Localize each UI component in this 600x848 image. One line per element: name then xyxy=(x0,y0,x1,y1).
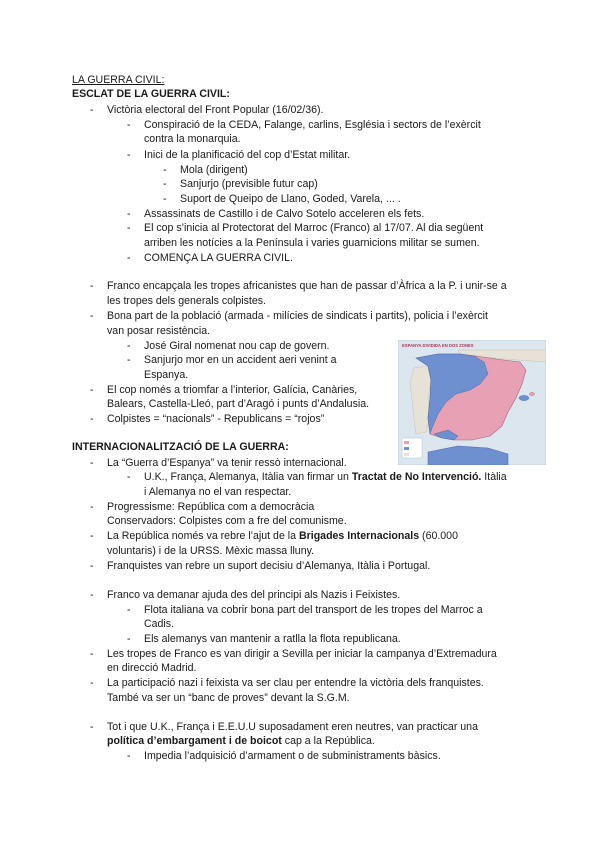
list-item: El cop s’inicia al Protectorat del Marroc (Franco) al 17/07. Al dia següent xyxy=(144,222,484,234)
list-item: Tot i que U.K., França i E.E.U.U suposadament eren neutres, van practicar una xyxy=(107,721,478,733)
list-item: - xyxy=(90,721,94,733)
list-item: Progressisme: República com a democràcia xyxy=(107,501,315,513)
list-item: També va ser un “banc de proves” devant la S.G.M. xyxy=(107,692,350,704)
list-item: Inici de la planificació del cop d’Estat militar. xyxy=(144,149,351,161)
section-heading-internationalization: INTERNACIONALITZACIÓ DE LA GUERRA: xyxy=(72,441,289,453)
list-item: Cadis. xyxy=(144,618,175,630)
list-item: - xyxy=(127,750,131,762)
list-item: - xyxy=(163,193,167,205)
list-item: - xyxy=(127,633,131,645)
list-item: - xyxy=(90,560,94,572)
text-run: cap a la República. xyxy=(281,735,375,747)
list-item: arriben les notícies a la Península i varies guarnicions militar se sumen. xyxy=(144,237,480,249)
list-item: José Giral nomenat nou cap de govern. xyxy=(144,340,330,352)
list-item: - xyxy=(90,530,94,542)
list-item: Sanjurjo mor en un accident aeri venint a xyxy=(144,354,337,366)
list-item xyxy=(107,735,375,748)
list-item: Les tropes de Franco es van dirigir a Sevilla per iniciar la campanya d’Extremadura xyxy=(107,648,497,660)
list-item: La participació nazi i feixista va ser clau per entendre la victòria dels franquistes. xyxy=(107,677,484,689)
text-run: U.K., França, Alemanya, Itàlia van firmar un xyxy=(144,471,352,483)
text-run: Itàlia xyxy=(481,471,507,483)
list-item: - xyxy=(90,384,94,396)
list-item: - xyxy=(163,178,167,190)
list-item: - xyxy=(127,119,131,131)
map-minorca xyxy=(529,392,534,395)
list-item: Espanya. xyxy=(144,369,189,381)
list-item: - xyxy=(90,648,94,660)
list-item: - xyxy=(90,501,94,513)
list-item: Flota italiana va cobrir bona part del transport de les tropes del Marroc a xyxy=(144,604,483,616)
list-item xyxy=(144,471,507,484)
list-item: Bona part de la població (armada - milícies de sindicats i partits), policia i l’exèrcit xyxy=(107,310,488,322)
list-item xyxy=(107,530,458,543)
list-item: - xyxy=(90,677,94,689)
map-legend-swatch xyxy=(404,453,409,456)
map-legend-swatch xyxy=(404,441,409,444)
list-item: - xyxy=(90,589,94,601)
list-item: i Alemanya no el van respectar. xyxy=(144,486,292,498)
list-item: Els alemanys van mantenir a ratlla la flota republicana. xyxy=(144,633,401,645)
list-item: en direcció Madrid. xyxy=(107,662,197,674)
list-item: La “Guerra d’Espanya” va tenir ressò internacional. xyxy=(107,457,347,469)
list-item: - xyxy=(90,280,94,292)
list-item: Assassinats de Castillo i de Calvo Sotelo acceleren els fets. xyxy=(144,208,425,220)
text-run-bold: Brigades Internacionals xyxy=(298,530,420,542)
list-item: - xyxy=(127,340,131,352)
list-item: Suport de Queipo de Llano, Goded, Varela, ... . xyxy=(180,193,401,205)
list-item: Franco va demanar ajuda des del principi als Nazis i Feixistes. xyxy=(107,589,401,601)
list-item: - xyxy=(127,604,131,616)
text-run-bold: Tractat de No Intervenció. xyxy=(351,471,482,483)
list-item: Sanjurjo (previsible futur cap) xyxy=(180,178,318,190)
list-item: Impedia l’adquisició d’armament o de subministraments bàsics. xyxy=(144,750,441,762)
list-item: Balears, Castella-Lleó, part d’Aragó i punts d’Andalusia. xyxy=(107,398,370,410)
list-item: - xyxy=(127,471,131,483)
list-item: Mola (dirigent) xyxy=(180,164,248,176)
list-item: van posar resistència. xyxy=(107,325,211,337)
text-run-bold: política d’embargament i de boicot xyxy=(107,735,282,747)
list-item: Franquistes van rebre un suport decisiu d’Alemanya, Itàlia i Portugal. xyxy=(107,560,431,572)
list-item: - xyxy=(90,413,94,425)
list-item: les tropes dels generals colpistes. xyxy=(107,295,266,307)
list-item: COMENÇA LA GUERRA CIVIL. xyxy=(144,252,293,264)
section-heading-outbreak: ESCLAT DE LA GUERRA CIVIL: xyxy=(72,88,230,100)
list-item: Franco encapçala les tropes africanistes que han de passar d’Àfrica a la P. i unir-se a xyxy=(107,280,507,292)
spain-divided-map xyxy=(398,340,546,465)
list-item: - xyxy=(90,104,94,116)
list-item: - xyxy=(90,457,94,469)
page-title: LA GUERRA CIVIL: xyxy=(72,74,165,86)
list-item: - xyxy=(127,252,131,264)
map-heading: ESPANYA DIVIDIDA EN DOS ZONES xyxy=(402,343,474,348)
list-item: Colpistes = “nacionals” - Republicans = “rojos” xyxy=(107,413,325,425)
list-item: - xyxy=(127,149,131,161)
map-legend-swatch xyxy=(404,447,409,450)
text-run: (60.000 xyxy=(419,530,458,542)
list-item: - xyxy=(90,310,94,322)
list-item: - xyxy=(127,208,131,220)
map-balearic-islands xyxy=(519,395,529,400)
list-item: contra la monarquia. xyxy=(144,133,241,145)
list-item: - xyxy=(163,164,167,176)
text-run: La República només va rebre l’ajut de la xyxy=(107,530,299,542)
list-item: voluntaris) i de la URSS. Mèxic massa lluny. xyxy=(107,545,315,557)
list-item: - xyxy=(127,222,131,234)
list-item: Victòria electoral del Front Popular (16/02/36). xyxy=(107,104,324,116)
list-item: Conspiració de la CEDA, Falange, carlins, Església i sectors de l’exèrcit xyxy=(144,119,481,131)
list-item: Conservadors: Colpistes com a fre del comunisme. xyxy=(107,515,347,527)
list-item: - xyxy=(127,354,131,366)
list-item: El cop només a triomfar a l’interior, Galícia, Canàries, xyxy=(107,384,358,396)
